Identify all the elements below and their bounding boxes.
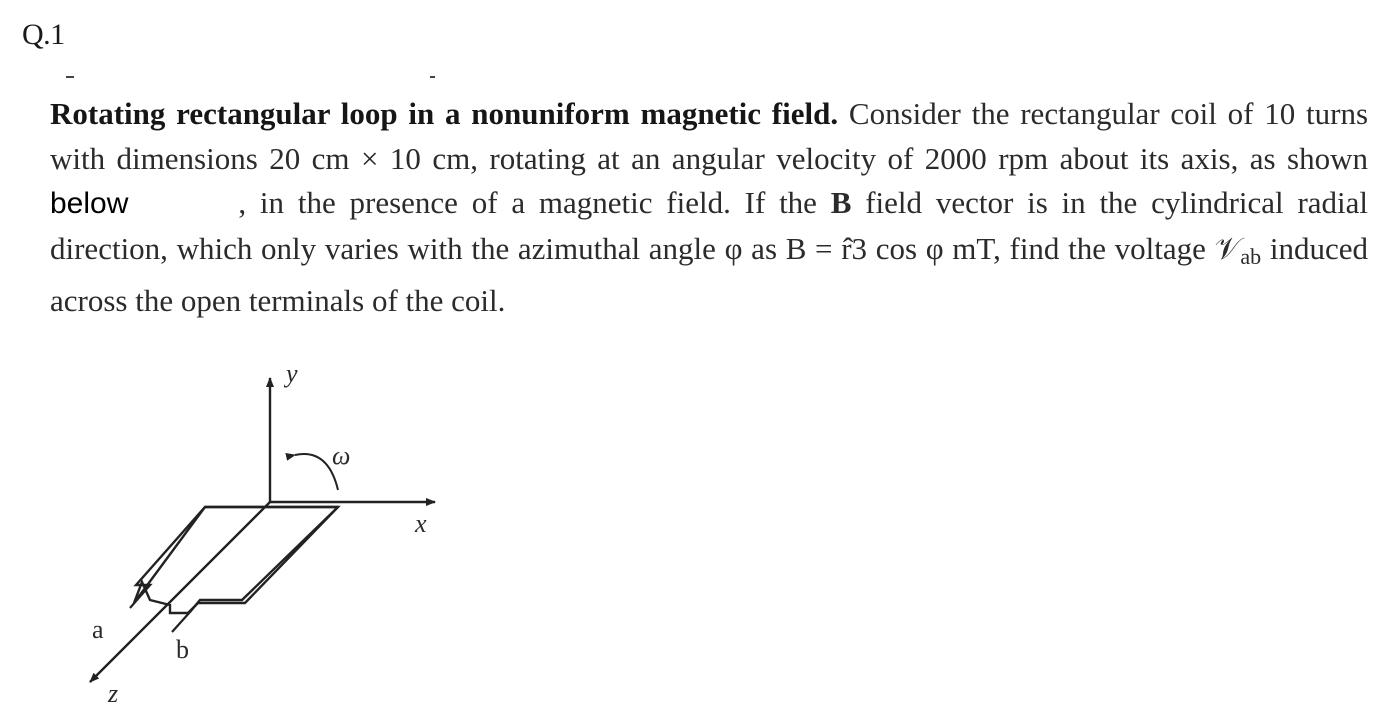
omega-label: ω xyxy=(332,441,351,470)
axis-label-y: y xyxy=(286,360,298,388)
problem-text: field vector is in the cylindrical radial direction, which only varies with the azimuthal angle φ as xyxy=(50,185,1369,266)
coil-diagram-svg xyxy=(70,360,470,705)
coil-diagram xyxy=(70,360,470,705)
inserted-word: below xyxy=(50,187,129,220)
coil-loop xyxy=(134,507,338,613)
field-equation: B = r̂3 cos φ mT xyxy=(785,230,994,266)
terminal-lead-b xyxy=(172,612,190,632)
voltage-symbol: 𝒱$_{ab}$ xyxy=(1214,230,1262,269)
question-number: Q.1 xyxy=(22,18,65,51)
problem-text: induced across the open terminals of the coil. xyxy=(50,230,1369,318)
problem-text: , find the voltage xyxy=(993,230,1206,266)
axis-label-x: x xyxy=(415,509,427,538)
scan-mark xyxy=(430,76,435,78)
problem-text: Consider the rectangular coil of 10 turns with dimensions 20 cm × 10 cm, rotating at an angular velocity of 2000 rpm about its axis, as shown xyxy=(50,96,1369,176)
terminal-label-b: b xyxy=(176,635,189,664)
problem-text: , in the presence of a magnetic field. If the xyxy=(238,185,817,220)
b-field-symbol: B xyxy=(830,185,852,220)
scan-mark xyxy=(66,76,74,78)
axis-label-z: z xyxy=(108,679,119,705)
problem-title: Rotating rectangular loop in a nonuniform magnetic field. xyxy=(50,96,839,131)
terminal-label-a: a xyxy=(92,615,104,644)
problem-statement xyxy=(50,92,1368,324)
